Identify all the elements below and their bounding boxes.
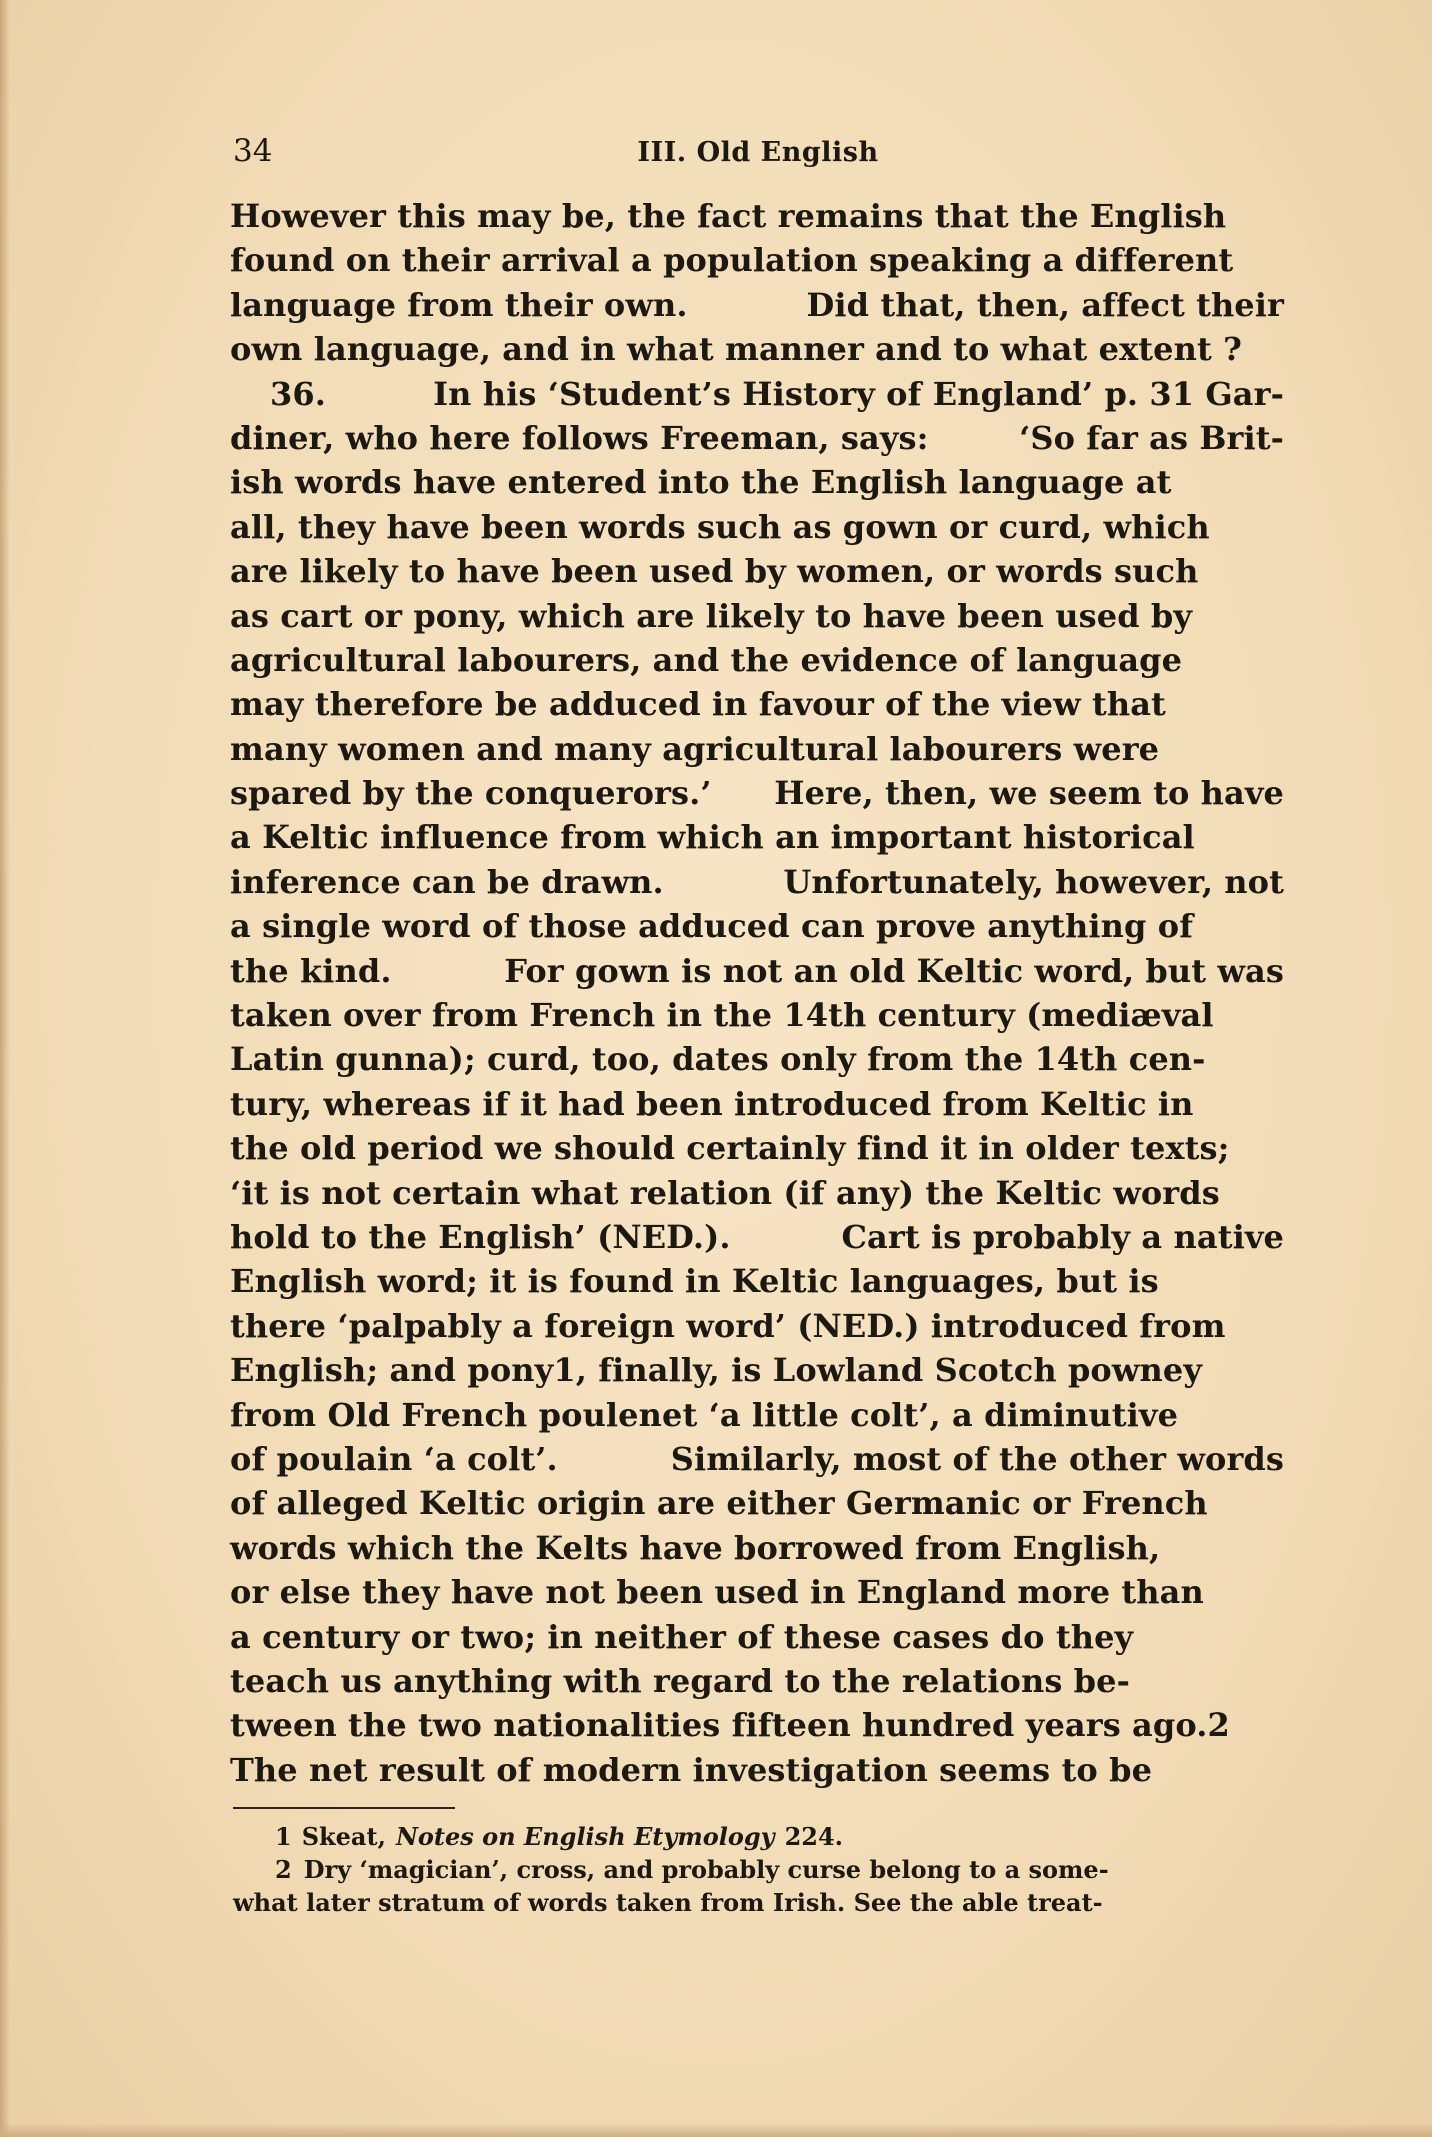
text-run: are likely to have been used by women, or words such bbox=[230, 552, 1199, 591]
text-line bbox=[230, 1748, 1284, 1792]
text-run: ish words have entered into the English language at bbox=[230, 463, 1172, 502]
text-run: Latin gunna); curd, too, dates only from the 14th cen- bbox=[230, 1040, 1206, 1079]
text-run: own language, and in what manner and to what extent ? bbox=[230, 330, 1242, 369]
text-run: from Old French poulenet ‘a little colt’, a diminutive bbox=[230, 1395, 1179, 1434]
text-run: there ‘palpably a foreign word’ (NED.) introduced from bbox=[230, 1306, 1226, 1345]
text-run: Did that, then, affect their bbox=[806, 285, 1284, 324]
text-line bbox=[230, 1215, 1284, 1259]
footnotes bbox=[233, 1820, 1283, 1919]
text-run: diner, who here follows Freeman, says: bbox=[230, 418, 929, 457]
text-run: a century or two; in neither of these cases do they bbox=[230, 1617, 1134, 1656]
text-run: the kind. bbox=[230, 951, 392, 990]
text-line bbox=[230, 1126, 1284, 1170]
text-run: as cart or pony, which are likely to have been used by bbox=[230, 596, 1193, 635]
text-line bbox=[230, 1348, 1284, 1392]
text-line bbox=[230, 993, 1284, 1037]
text-line bbox=[230, 682, 1284, 726]
text-run: ‘So far as Brit- bbox=[1019, 418, 1284, 457]
text-line bbox=[230, 638, 1284, 682]
text-line bbox=[230, 1171, 1284, 1215]
text-run: agricultural labourers, and the evidence of language bbox=[230, 640, 1183, 679]
text-line bbox=[230, 283, 1284, 327]
text-run: For gown is not an old Keltic word, but was bbox=[504, 951, 1284, 990]
text-line bbox=[230, 727, 1284, 771]
footnote-author: Skeat, bbox=[301, 1822, 386, 1851]
text-line bbox=[230, 416, 1284, 460]
text-run: language from their own. bbox=[230, 285, 688, 324]
text-line bbox=[230, 1437, 1284, 1481]
text-run: In his ‘Student’s History of England’ p. 31 Gar- bbox=[433, 374, 1284, 413]
footnote-text: what later stratum of words taken from Irish. See the able treat- bbox=[233, 1888, 1103, 1917]
text-line bbox=[230, 194, 1284, 238]
text-run: tury, whereas if it had been introduced from Keltic in bbox=[230, 1084, 1194, 1123]
text-run: Here, then, we seem to have bbox=[774, 774, 1284, 813]
text-run: inference can be drawn. bbox=[230, 862, 664, 901]
text-line bbox=[230, 327, 1284, 371]
text-run: spared by the conquerors.’ bbox=[230, 774, 712, 813]
text-line bbox=[230, 1259, 1284, 1303]
text-line bbox=[230, 1082, 1284, 1126]
page-header bbox=[233, 133, 1283, 173]
body-text bbox=[230, 194, 1284, 1792]
text-line bbox=[230, 1703, 1284, 1747]
text-line bbox=[230, 549, 1284, 593]
text-run: may therefore be adduced in favour of the view that bbox=[230, 685, 1166, 724]
footnote-page: 224. bbox=[784, 1822, 844, 1851]
text-line bbox=[230, 594, 1284, 638]
paragraph-start-line bbox=[230, 372, 1284, 416]
text-line bbox=[230, 815, 1284, 859]
text-line bbox=[230, 1393, 1284, 1437]
footnote-text: Dry ‘magician’, cross, and probably curse belong to a some- bbox=[303, 1855, 1109, 1884]
text-run: The net result of modern investigation seems to be bbox=[230, 1750, 1153, 1789]
footnote-marker: 2 bbox=[275, 1855, 292, 1884]
text-line bbox=[230, 1570, 1284, 1614]
text-run: of alleged Keltic origin are either Germanic or French bbox=[230, 1484, 1208, 1523]
text-run: all, they have been words such as gown or curd, which bbox=[230, 507, 1210, 546]
text-run: hold to the English’ (NED.). bbox=[230, 1217, 731, 1256]
text-line bbox=[230, 505, 1284, 549]
text-line bbox=[230, 771, 1284, 815]
page-edge-shadow bbox=[0, 0, 10, 2137]
text-line bbox=[230, 1304, 1284, 1348]
text-line bbox=[230, 949, 1284, 993]
text-run: a Keltic influence from which an important historical bbox=[230, 818, 1195, 857]
text-run: a single word of those adduced can prove anything of bbox=[230, 907, 1194, 946]
text-run: taken over from French in the 14th century (mediæval bbox=[230, 996, 1214, 1035]
text-line bbox=[230, 1481, 1284, 1525]
footnote-2-line-1 bbox=[233, 1853, 1283, 1886]
footnote-1 bbox=[233, 1820, 1283, 1853]
text-run: found on their arrival a population speaking a different bbox=[230, 241, 1234, 280]
page-bottom-shadow bbox=[0, 2123, 1432, 2137]
section-number: 36. bbox=[270, 374, 326, 413]
text-line bbox=[230, 1615, 1284, 1659]
text-line bbox=[230, 904, 1284, 948]
footnote-2-line-2 bbox=[233, 1886, 1283, 1919]
text-run: the old period we should certainly find it in older texts; bbox=[230, 1129, 1230, 1168]
text-run: Cart is probably a native bbox=[841, 1217, 1284, 1256]
text-run: many women and many agricultural labourers were bbox=[230, 729, 1160, 768]
text-line bbox=[230, 1037, 1284, 1081]
footnote-divider bbox=[233, 1807, 455, 1809]
text-run: English word; it is found in Keltic languages, but is bbox=[230, 1262, 1159, 1301]
text-run: ‘it is not certain what relation (if any) the Keltic words bbox=[230, 1173, 1220, 1212]
text-line bbox=[230, 238, 1284, 282]
text-run: Unfortunately, however, not bbox=[783, 862, 1284, 901]
text-line bbox=[230, 1659, 1284, 1703]
text-line bbox=[230, 860, 1284, 904]
text-run: words which the Kelts have borrowed from English, bbox=[230, 1528, 1161, 1567]
text-run: Similarly, most of the other words bbox=[670, 1439, 1284, 1478]
text-run: English; and pony1, finally, is Lowland Scotch powney bbox=[230, 1351, 1203, 1390]
page-number: 34 bbox=[233, 133, 273, 169]
text-line bbox=[230, 1526, 1284, 1570]
text-run: or else they have not been used in England more than bbox=[230, 1573, 1204, 1612]
footnote-title: Notes on English Etymology bbox=[395, 1822, 775, 1851]
running-head: III. Old English bbox=[637, 137, 879, 168]
footnote-marker: 1 bbox=[275, 1822, 292, 1851]
text-run: However this may be, the fact remains that the English bbox=[230, 197, 1227, 235]
text-run: of poulain ‘a colt’. bbox=[230, 1439, 558, 1478]
text-run: tween the two nationalities fifteen hundred years ago.2 bbox=[230, 1706, 1230, 1745]
text-line bbox=[230, 460, 1284, 504]
text-run: teach us anything with regard to the relations be- bbox=[230, 1661, 1130, 1700]
